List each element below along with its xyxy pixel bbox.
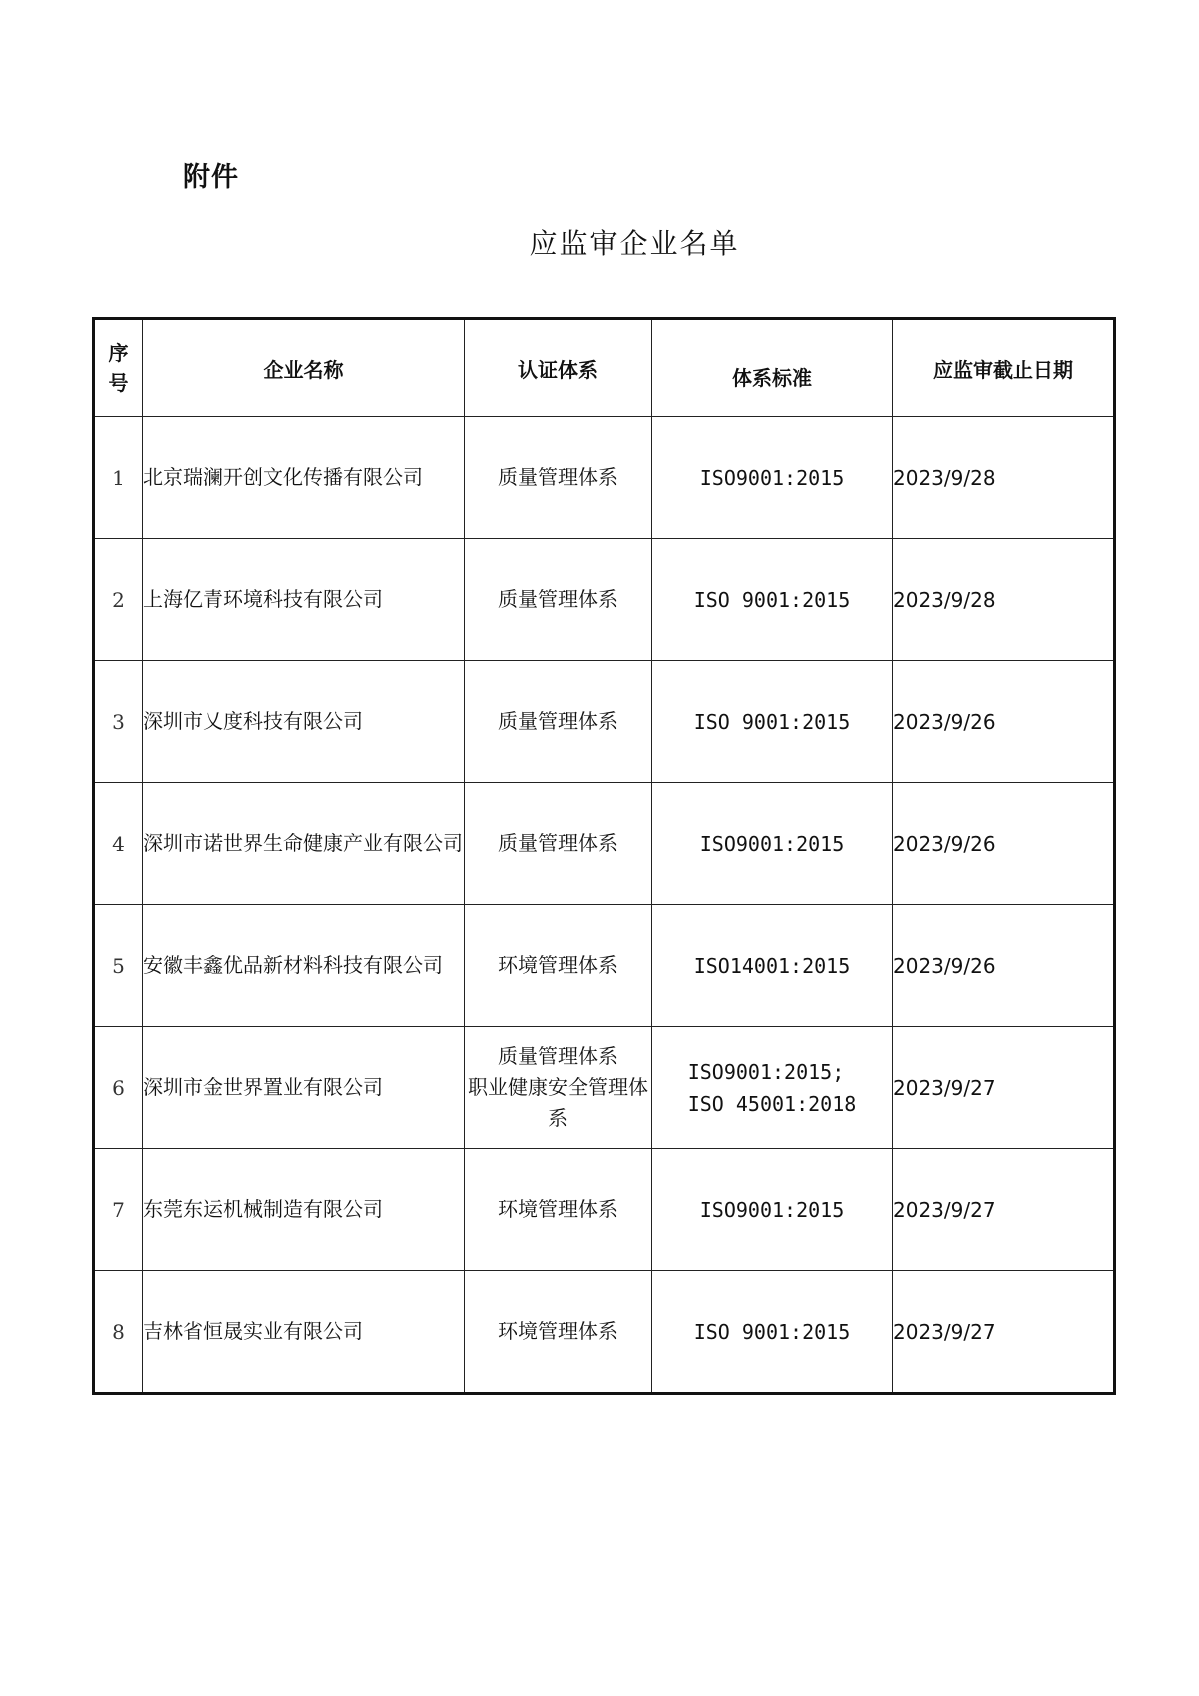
- row-index: 6: [94, 1027, 143, 1149]
- row-index: 7: [94, 1149, 143, 1271]
- certification-system: 质量管理体系: [465, 539, 652, 661]
- audit-deadline: 2023/9/28: [893, 539, 1115, 661]
- table-row: [94, 905, 1115, 1027]
- system-standard: ISO9001:2015: [652, 1149, 893, 1271]
- row-index: 4: [94, 783, 143, 905]
- header-system: 认证体系: [465, 319, 652, 417]
- certification-system: 质量管理体系: [465, 417, 652, 539]
- system-standard: ISO9001:2015: [652, 783, 893, 905]
- audit-deadline: 2023/9/28: [893, 417, 1115, 539]
- row-index: 2: [94, 539, 143, 661]
- audit-deadline: 2023/9/27: [893, 1027, 1115, 1149]
- table-row: [94, 1271, 1115, 1394]
- system-standard: ISO9001:2015: [652, 417, 893, 539]
- row-index: 3: [94, 661, 143, 783]
- table-row: [94, 417, 1115, 539]
- table-row: [94, 661, 1115, 783]
- company-name: 深圳市乂度科技有限公司: [143, 661, 465, 783]
- header-deadline: 应监审截止日期: [893, 319, 1115, 417]
- certification-system: 质量管理体系 职业健康安全管理体系: [465, 1027, 652, 1149]
- header-index: [94, 319, 143, 417]
- system-standard: ISO 9001:2015: [652, 1271, 893, 1394]
- company-name: 深圳市诺世界生命健康产业有限公司: [143, 783, 465, 905]
- table-body: [94, 417, 1115, 1394]
- company-name: 安徽丰鑫优品新材料科技有限公司: [143, 905, 465, 1027]
- company-name: 东莞东运机械制造有限公司: [143, 1149, 465, 1271]
- header-index-top: 序: [108, 341, 129, 365]
- system-standard: ISO 9001:2015: [652, 661, 893, 783]
- row-index: 5: [94, 905, 143, 1027]
- system-standard: ISO14001:2015: [652, 905, 893, 1027]
- table-row: [94, 783, 1115, 905]
- system-standard: ISO 9001:2015: [652, 539, 893, 661]
- certification-system: 质量管理体系: [465, 661, 652, 783]
- audit-deadline: 2023/9/26: [893, 783, 1115, 905]
- certification-system: 环境管理体系: [465, 1271, 652, 1394]
- system-standard: ISO9001:2015; ISO 45001:2018: [652, 1027, 893, 1149]
- row-index: 1: [94, 417, 143, 539]
- company-list-table: [92, 317, 1116, 1395]
- company-name: 上海亿青环境科技有限公司: [143, 539, 465, 661]
- document-title: 应监审企业名单: [529, 227, 740, 260]
- attachment-label: 附件: [183, 162, 239, 193]
- company-name: 吉林省恒晟实业有限公司: [143, 1271, 465, 1394]
- certification-system: 质量管理体系: [465, 783, 652, 905]
- company-name: 北京瑞澜开创文化传播有限公司: [143, 417, 465, 539]
- audit-deadline: 2023/9/27: [893, 1149, 1115, 1271]
- table-row: [94, 1149, 1115, 1271]
- audit-deadline: 2023/9/26: [893, 661, 1115, 783]
- table-row: [94, 539, 1115, 661]
- header-standard: 体系标准: [652, 319, 893, 417]
- certification-system: 环境管理体系: [465, 1149, 652, 1271]
- header-company: 企业名称: [143, 319, 465, 417]
- row-index: 8: [94, 1271, 143, 1394]
- header-index-bottom: 号: [108, 371, 129, 395]
- table-header-row: [94, 319, 1115, 417]
- audit-deadline: 2023/9/26: [893, 905, 1115, 1027]
- audit-deadline: 2023/9/27: [893, 1271, 1115, 1394]
- certification-system: 环境管理体系: [465, 905, 652, 1027]
- company-name: 深圳市金世界置业有限公司: [143, 1027, 465, 1149]
- table-row: [94, 1027, 1115, 1149]
